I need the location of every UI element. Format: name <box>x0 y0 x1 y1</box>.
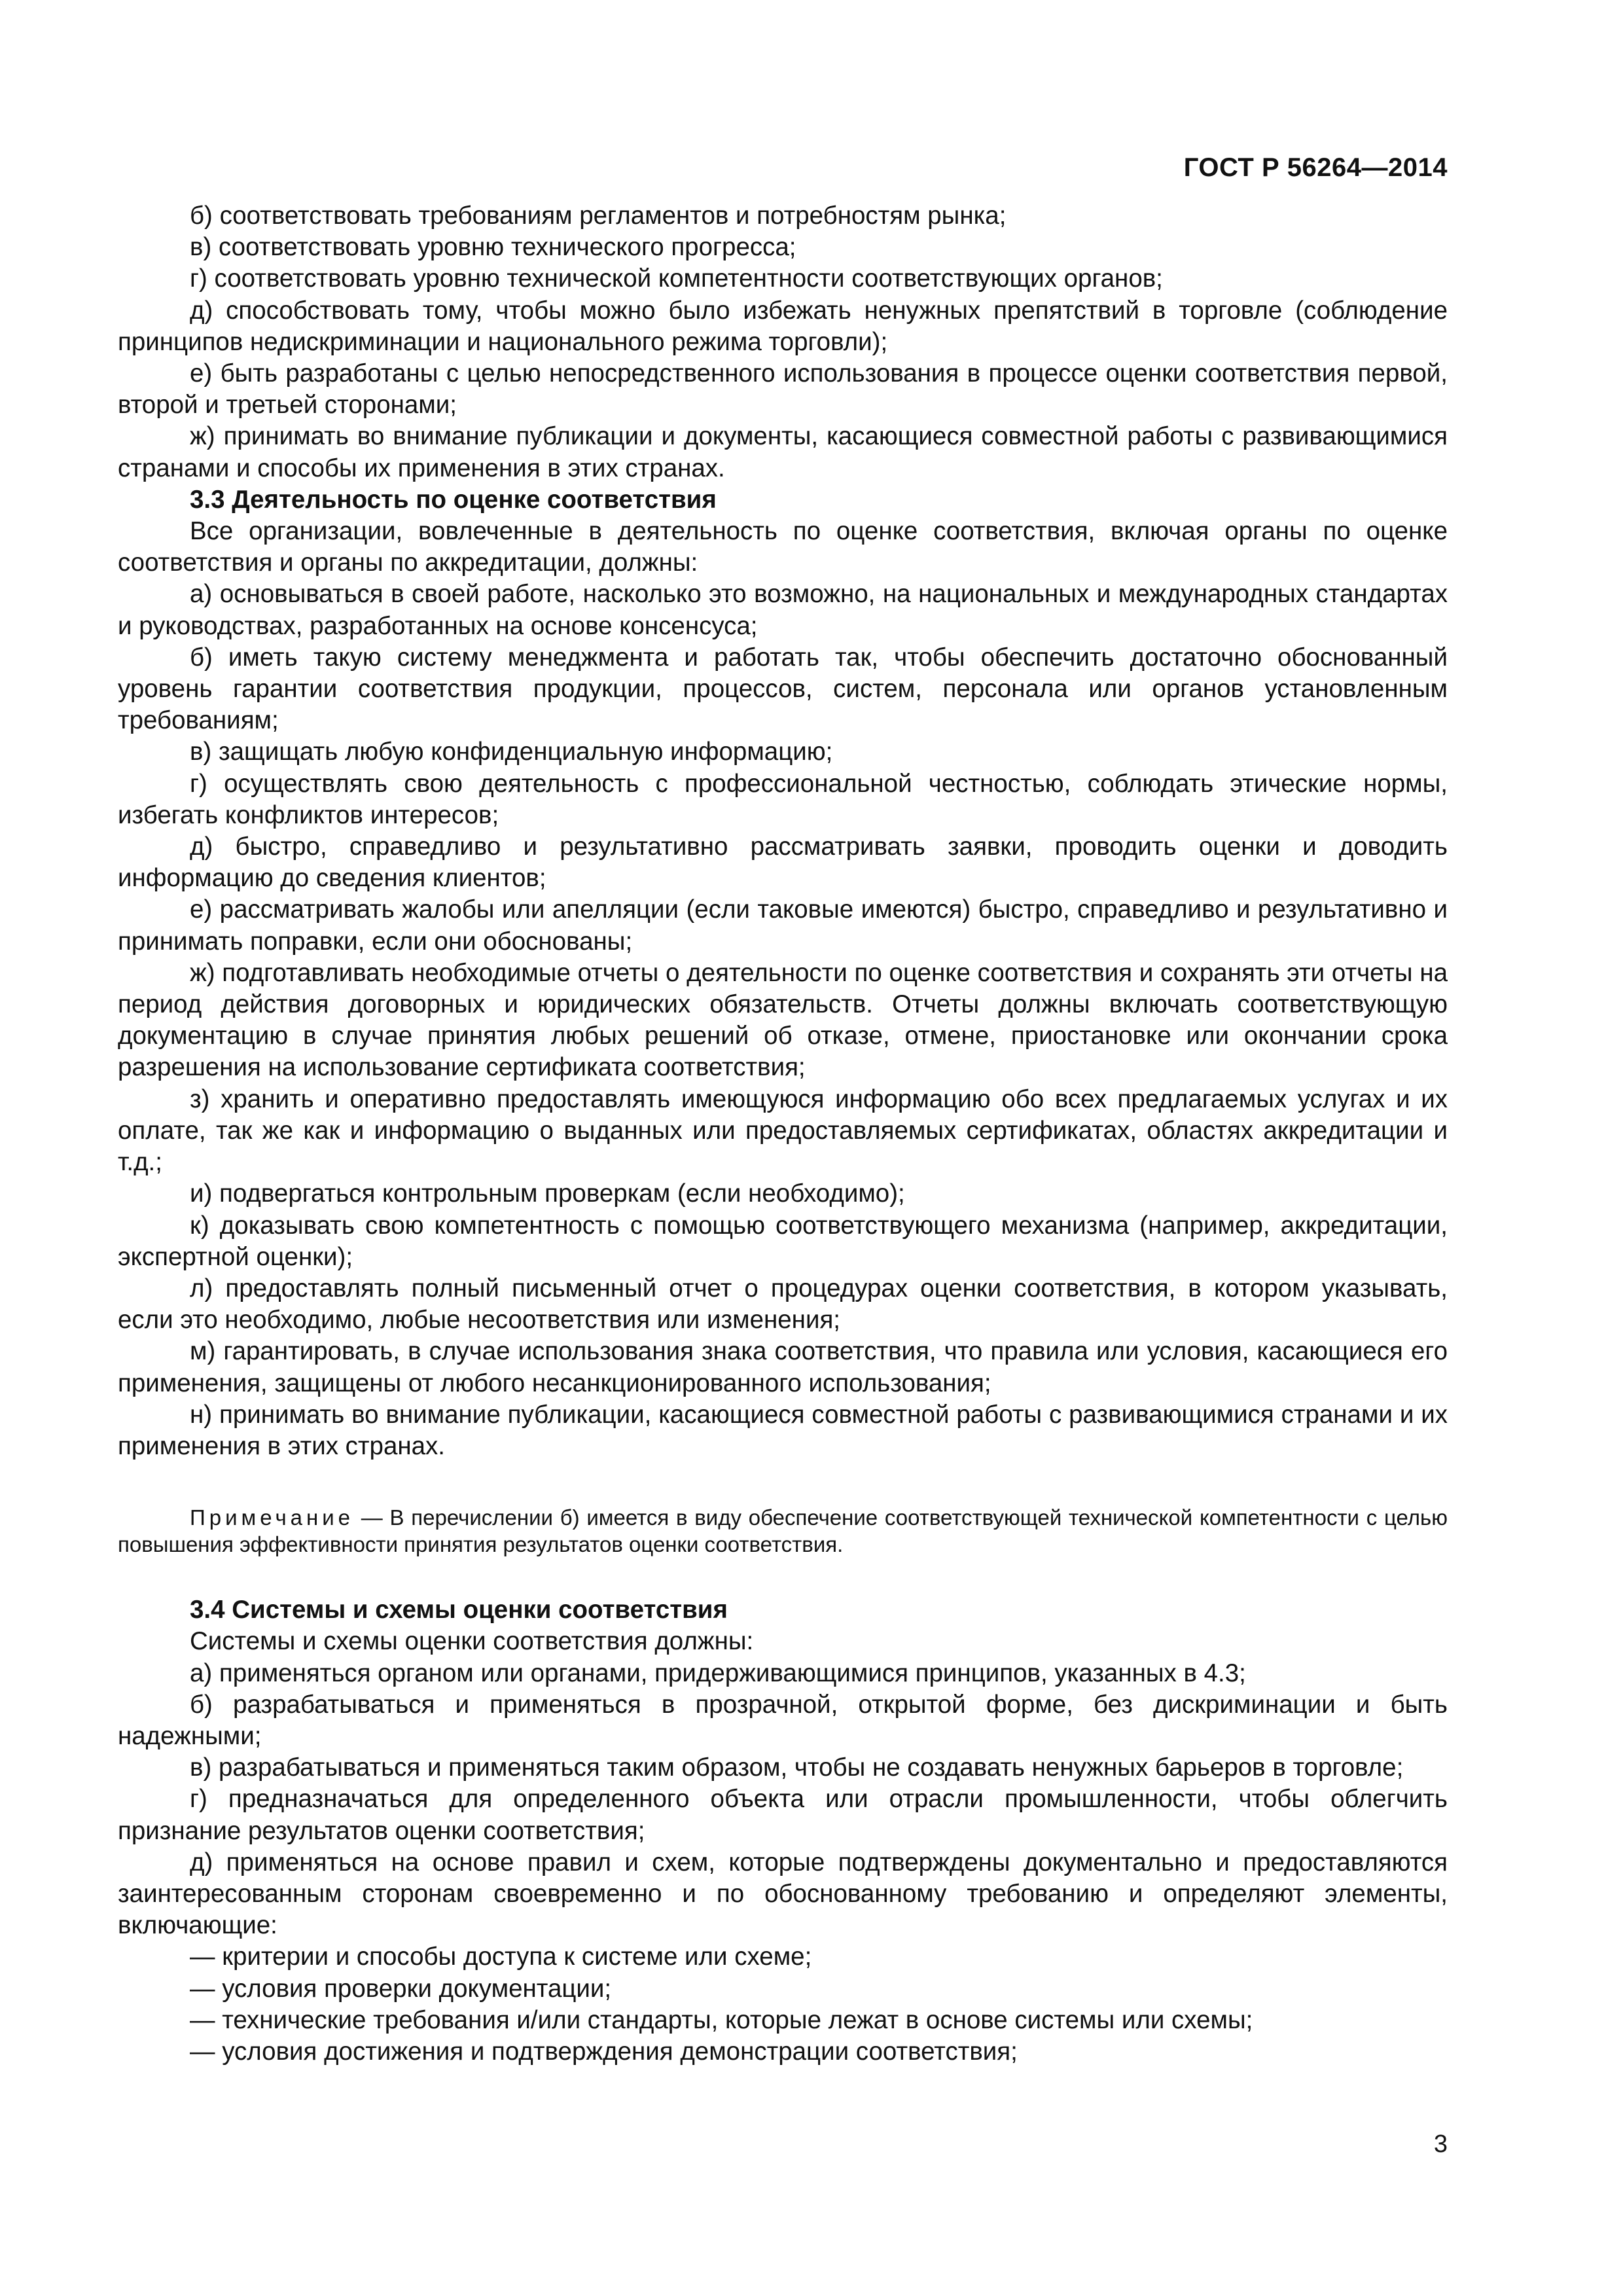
section-3-4-item: д) применяться на основе правил и схем, которые подтверждены документально и предоставляются заинтересованным сторонам своевременно и по обоснованному требованию и определяют элементы, включающие: <box>118 1848 1448 1940</box>
section-3-3-item: е) рассматривать жалобы или апелляции (если таковые имеются) быстро, справедливо и результативно и принимать поправки, если они обоснованы; <box>118 895 1448 956</box>
section-3-3-item: д) быстро, справедливо и результативно рассматривать заявки, проводить оценки и доводить информацию до сведения клиентов; <box>118 833 1448 893</box>
list-item-d: д) способствовать тому, чтобы можно было избежать ненужных препятствий в торговле (соблюдение принципов недискриминации и национального режима торговли); <box>118 296 1448 356</box>
section-3-4-dash-item: — условия проверки документации; <box>190 1974 612 2003</box>
list-item-e: е) быть разработаны с целью непосредственного использования в процессе оценки соответствия первой, второй и третьей сторонами; <box>118 359 1448 420</box>
section-3-3-item: и) подвергаться контрольным проверкам (если необходимо); <box>190 1179 905 1208</box>
spacer <box>118 1462 1448 1504</box>
spacer <box>118 1558 1448 1594</box>
section-heading-3-4: 3.4 Системы и схемы оценки соответствия <box>190 1596 728 1624</box>
document-header-id: ГОСТ Р 56264—2014 <box>1183 153 1448 182</box>
section-3-3-item: к) доказывать свою компетентность с помощью соответствующего механизма (например, аккредитации, экспертной оценки); <box>118 1211 1448 1271</box>
section-3-3-item: м) гарантировать, в случае использования знака соответствия, что правила или условия, касающиеся его применения, защищены от любого несанкционированного использования; <box>118 1337 1448 1397</box>
section-3-4-item: а) применяться органом или органами, придерживающимися принципов, указанных в 4.3; <box>190 1659 1246 1687</box>
section-3-4-item: г) предназначаться для определенного объекта или отрасли промышленности, чтобы облегчить признание результатов оценки соответствия; <box>118 1785 1448 1845</box>
note-text: — В перечислении б) имеется в виду обеспечение соответствующей технической компетентности с целью повышения эффективности принятия результатов оценки соответствия. <box>118 1505 1448 1557</box>
section-3-3-item: л) предоставлять полный письменный отчет о процедурах оценки соответствия, в котором указывать, если это необходимо, любые несоответствия или изменения; <box>118 1274 1448 1335</box>
list-item-zh: ж) принимать во внимание публикации и документы, касающиеся совместной работы с развивающимися странами и способы их применения в этих странах. <box>118 422 1448 482</box>
list-item-g: г) соответствовать уровню технической компетентности соответствующих органов; <box>190 264 1163 293</box>
section-3-4-dash-item: — критерии и способы доступа к системе или схеме; <box>190 1943 812 1971</box>
section-3-3-item: а) основываться в своей работе, насколько это возможно, на национальных и международных стандартах и руководствах, разработанных на основе консенсуса; <box>118 580 1448 640</box>
section-3-3-item: ж) подготавливать необходимые отчеты о деятельности по оценке соответствия и сохранять эти отчеты на период действия договорных и юридических обязательств. Отчеты должны включать соответствующую документацию в случае принятия любых решений об отказе, отмене, приостановке или окончании срока разрешения на использование сертификата соответствия; <box>118 958 1448 1082</box>
section-3-3-item: з) хранить и оперативно предоставлять имеющуюся информацию обо всех предлагаемых услугах и их оплате, так же как и информацию о выданных или предоставляемых сертификатах, областях аккредитации и т.д.; <box>118 1085 1448 1177</box>
section-3-4-dash-item: — условия достижения и подтверждения демонстрации соответствия; <box>190 2037 1018 2066</box>
section-3-3-item: г) осуществлять свою деятельность с профессиональной честностью, соблюдать этические нормы, избегать конфликтов интересов; <box>118 769 1448 829</box>
list-item-b: б) соответствовать требованиям регламентов и потребностям рынка; <box>190 202 1007 230</box>
section-3-3-intro: Все организации, вовлеченные в деятельность по оценке соответствия, включая органы по оценке соответствия и органы по аккредитации, должны: <box>118 517 1448 577</box>
page-number: 3 <box>1433 2130 1448 2158</box>
section-3-4-intro: Системы и схемы оценки соответствия должны: <box>190 1627 754 1656</box>
document-body <box>118 200 1448 2068</box>
note <box>118 1504 1448 1558</box>
section-heading-3-3: 3.3 Деятельность по оценке соответствия <box>190 485 717 514</box>
section-3-4-item: в) разрабатываться и применяться таким образом, чтобы не создавать ненужных барьеров в торговле; <box>190 1753 1404 1782</box>
section-3-3-item: н) принимать во внимание публикации, касающиеся совместной работы с развивающимися странами и их применения в этих странах. <box>118 1400 1448 1460</box>
section-3-4-item: б) разрабатываться и применяться в прозрачной, открытой форме, без дискриминации и быть надежными; <box>118 1690 1448 1750</box>
note-label: Примечание <box>190 1505 355 1530</box>
section-3-3-item: в) защищать любую конфиденциальную информацию; <box>190 738 833 766</box>
section-3-4-dash-item: — технические требования и/или стандарты, которые лежат в основе системы или схемы; <box>190 2005 1253 2034</box>
section-3-3-item: б) иметь такую систему менеджмента и работать так, чтобы обеспечить достаточно обоснованный уровень гарантии соответствия продукции, процессов, систем, персонала или органов установленным требованиям; <box>118 643 1448 735</box>
list-item-v: в) соответствовать уровню технического прогресса; <box>190 233 796 262</box>
